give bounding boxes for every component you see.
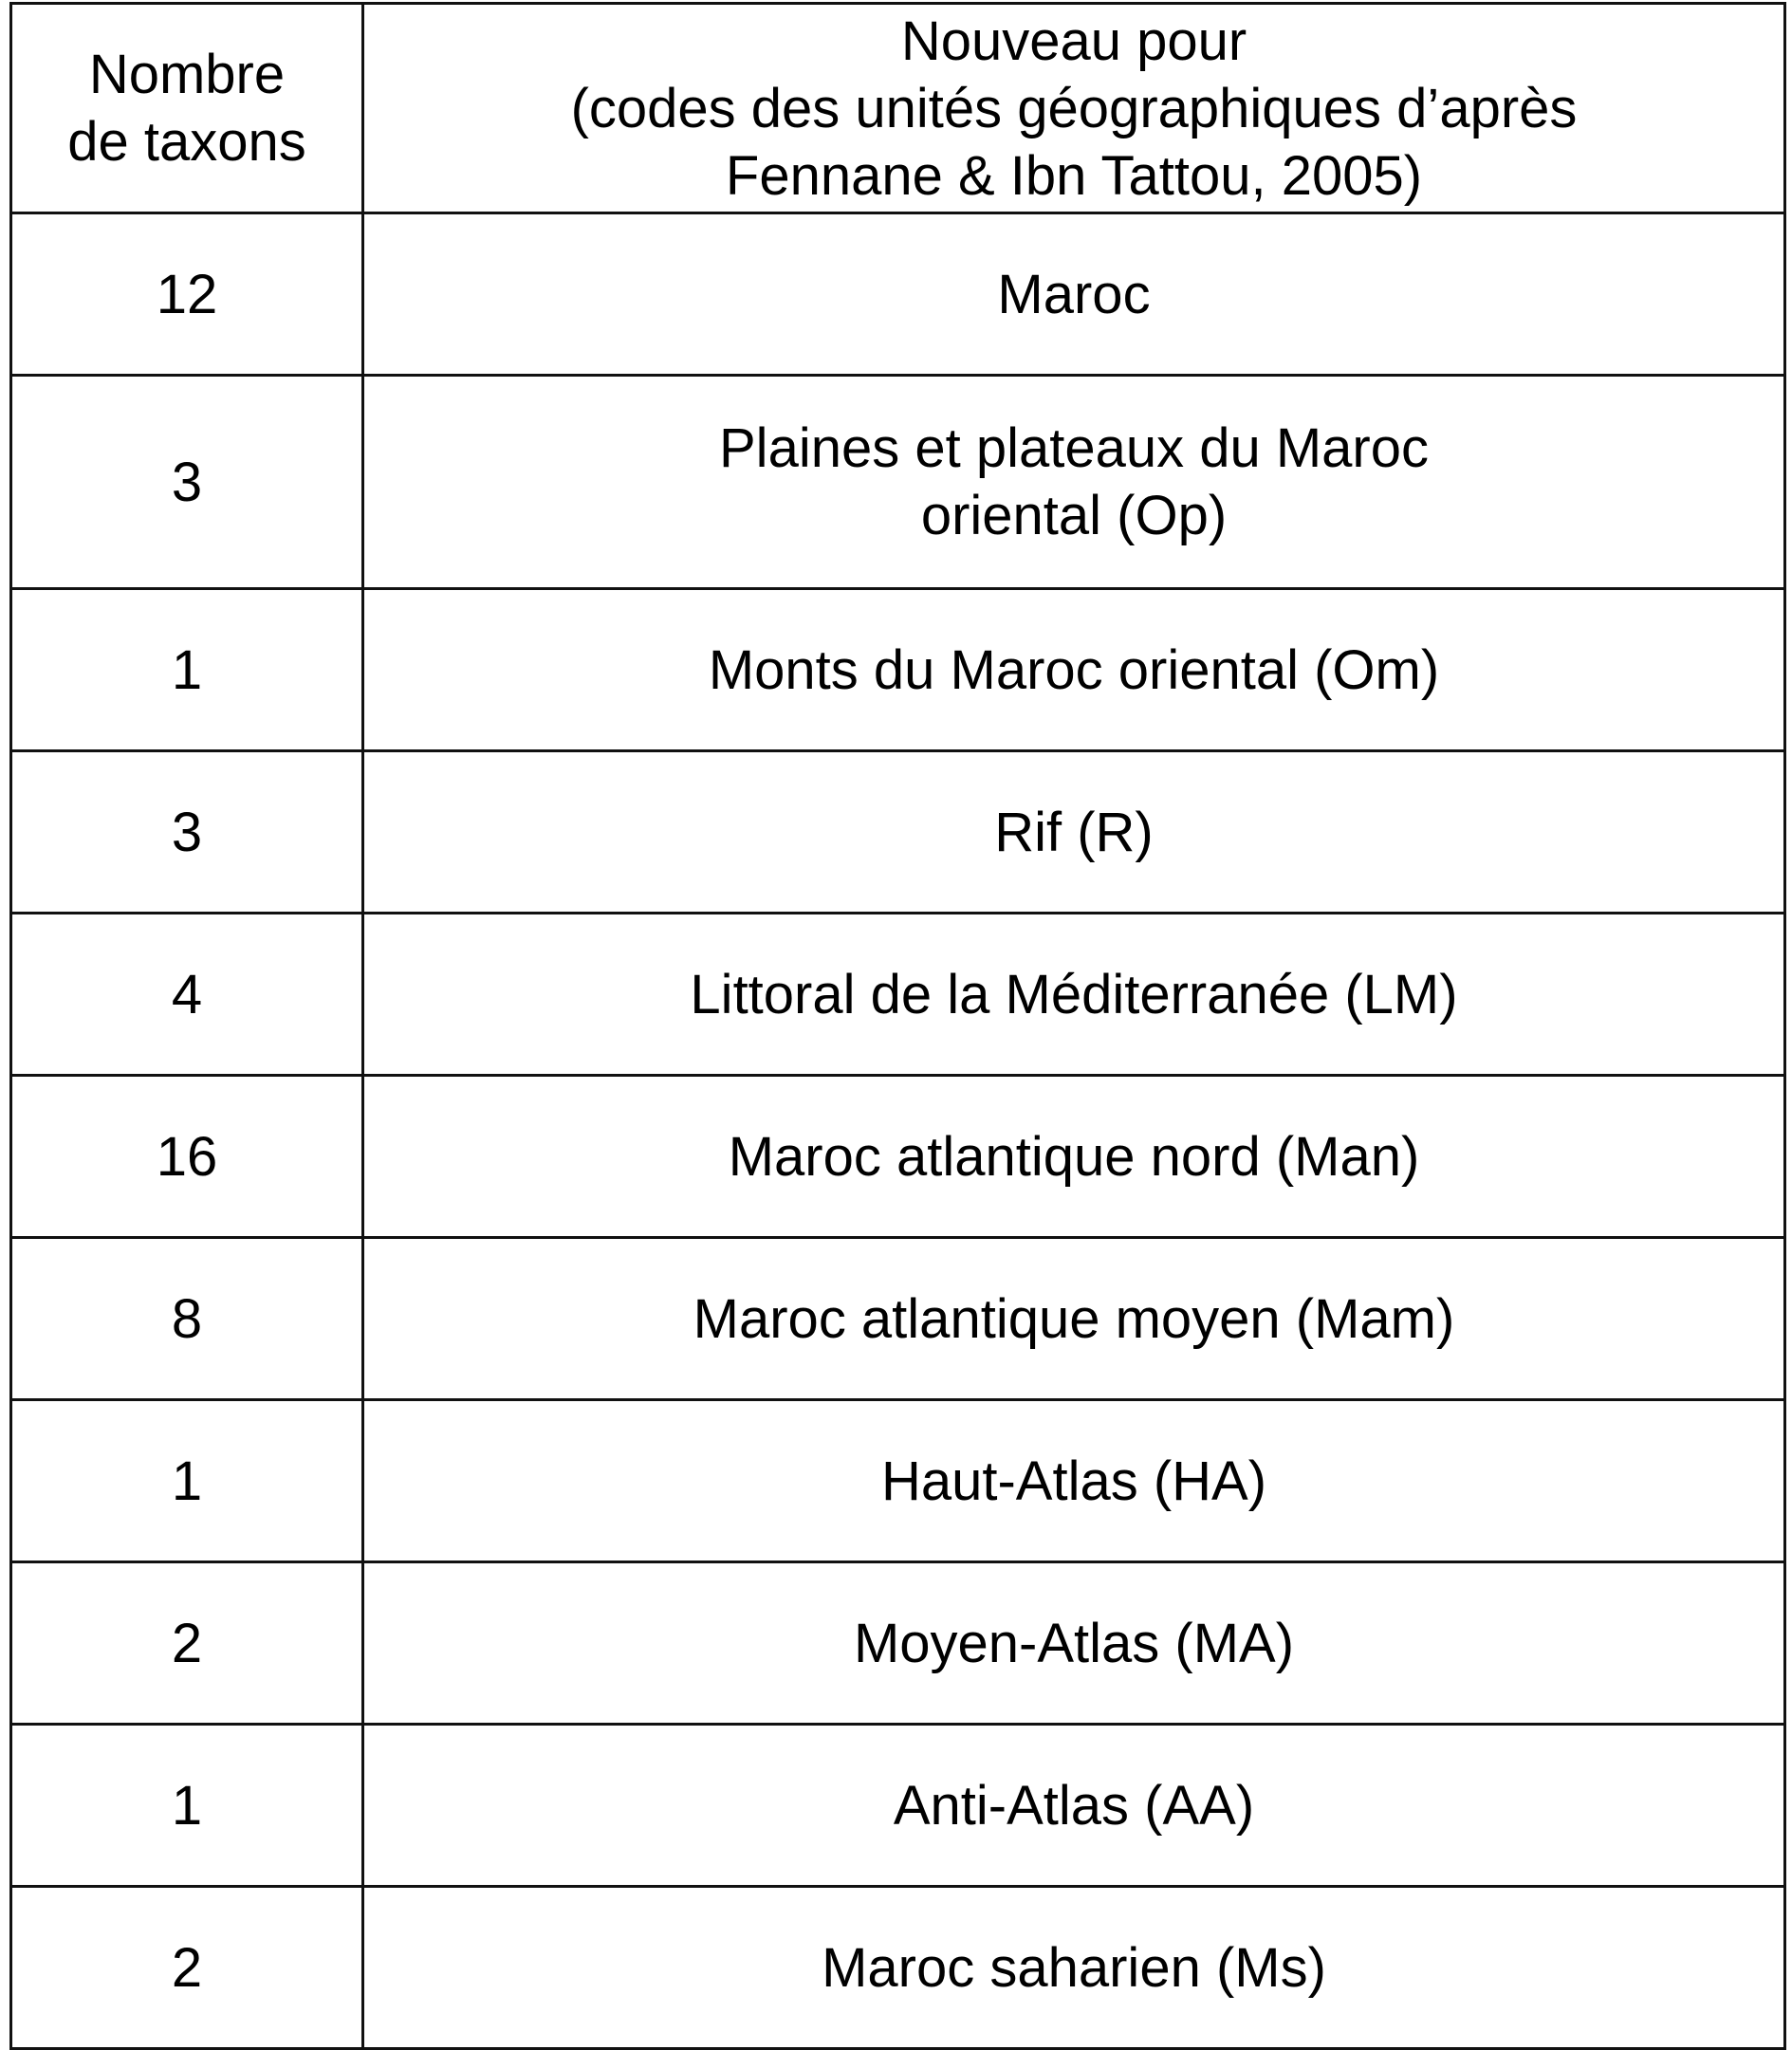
- taxa-count-cell: 4: [11, 914, 363, 1076]
- taxa-by-region-table: [9, 2, 1786, 2050]
- region-cell: [363, 1400, 1785, 1562]
- table-row: [11, 751, 1785, 914]
- header-taxa-count: [11, 4, 363, 213]
- region-line: Littoral de la Méditerranée (LM): [690, 963, 1458, 1025]
- region-cell: [363, 1725, 1785, 1887]
- region-line: Plaines et plateaux du Maroc: [719, 417, 1429, 479]
- taxa-count-cell: 1: [11, 1400, 363, 1562]
- taxa-count-cell: 3: [11, 751, 363, 914]
- region-cell: [363, 589, 1785, 751]
- table-body: [11, 213, 1785, 2049]
- table-header: [11, 4, 1785, 213]
- table-row: [11, 1238, 1785, 1400]
- region-line: Maroc: [997, 263, 1151, 325]
- region-cell: [363, 751, 1785, 914]
- region-cell: [363, 376, 1785, 589]
- header-taxa-count-line: Nombre: [88, 44, 286, 105]
- header-new-for-region: [363, 4, 1785, 213]
- region-cell: [363, 914, 1785, 1076]
- region-cell: [363, 213, 1785, 376]
- region-line: Rif (R): [994, 801, 1154, 863]
- taxa-count-cell: 8: [11, 1238, 363, 1400]
- table-row: [11, 1887, 1785, 2049]
- region-cell: [363, 1562, 1785, 1725]
- table-row: [11, 914, 1785, 1076]
- region-cell: [363, 1238, 1785, 1400]
- header-row: [11, 4, 1785, 213]
- taxa-count-cell: 1: [11, 1725, 363, 1887]
- region-cell: [363, 1076, 1785, 1238]
- table-row: [11, 589, 1785, 751]
- header-taxa-count-line: de taxons: [67, 111, 306, 173]
- header-region-line: Nouveau pour: [900, 9, 1247, 72]
- region-cell: [363, 1887, 1785, 2049]
- taxa-count-cell: 3: [11, 376, 363, 589]
- region-line: Maroc atlantique moyen (Mam): [693, 1287, 1455, 1350]
- table-row: [11, 1725, 1785, 1887]
- table-row: [11, 213, 1785, 376]
- taxa-table-frame: [9, 2, 1783, 2020]
- table-row: [11, 376, 1785, 589]
- region-line: Maroc atlantique nord (Man): [728, 1125, 1420, 1188]
- taxa-count-cell: 1: [11, 589, 363, 751]
- header-region-line: Fennane & Ibn Tattou, 2005): [725, 144, 1423, 207]
- table-row: [11, 1562, 1785, 1725]
- region-line: Haut-Atlas (HA): [880, 1450, 1267, 1512]
- region-line: Moyen-Atlas (MA): [853, 1612, 1295, 1674]
- region-line: Maroc saharien (Ms): [822, 1936, 1326, 1999]
- region-line: oriental (Op): [920, 485, 1228, 546]
- table-row: [11, 1400, 1785, 1562]
- taxa-count-cell: 12: [11, 213, 363, 376]
- taxa-count-cell: 2: [11, 1562, 363, 1725]
- taxa-count-cell: 2: [11, 1887, 363, 2049]
- taxa-count-cell: 16: [11, 1076, 363, 1238]
- region-line: Monts du Maroc oriental (Om): [708, 638, 1440, 701]
- header-region-line: (codes des unités géographiques d’après: [570, 77, 1578, 139]
- region-line: Anti-Atlas (AA): [893, 1774, 1255, 1837]
- table-row: [11, 1076, 1785, 1238]
